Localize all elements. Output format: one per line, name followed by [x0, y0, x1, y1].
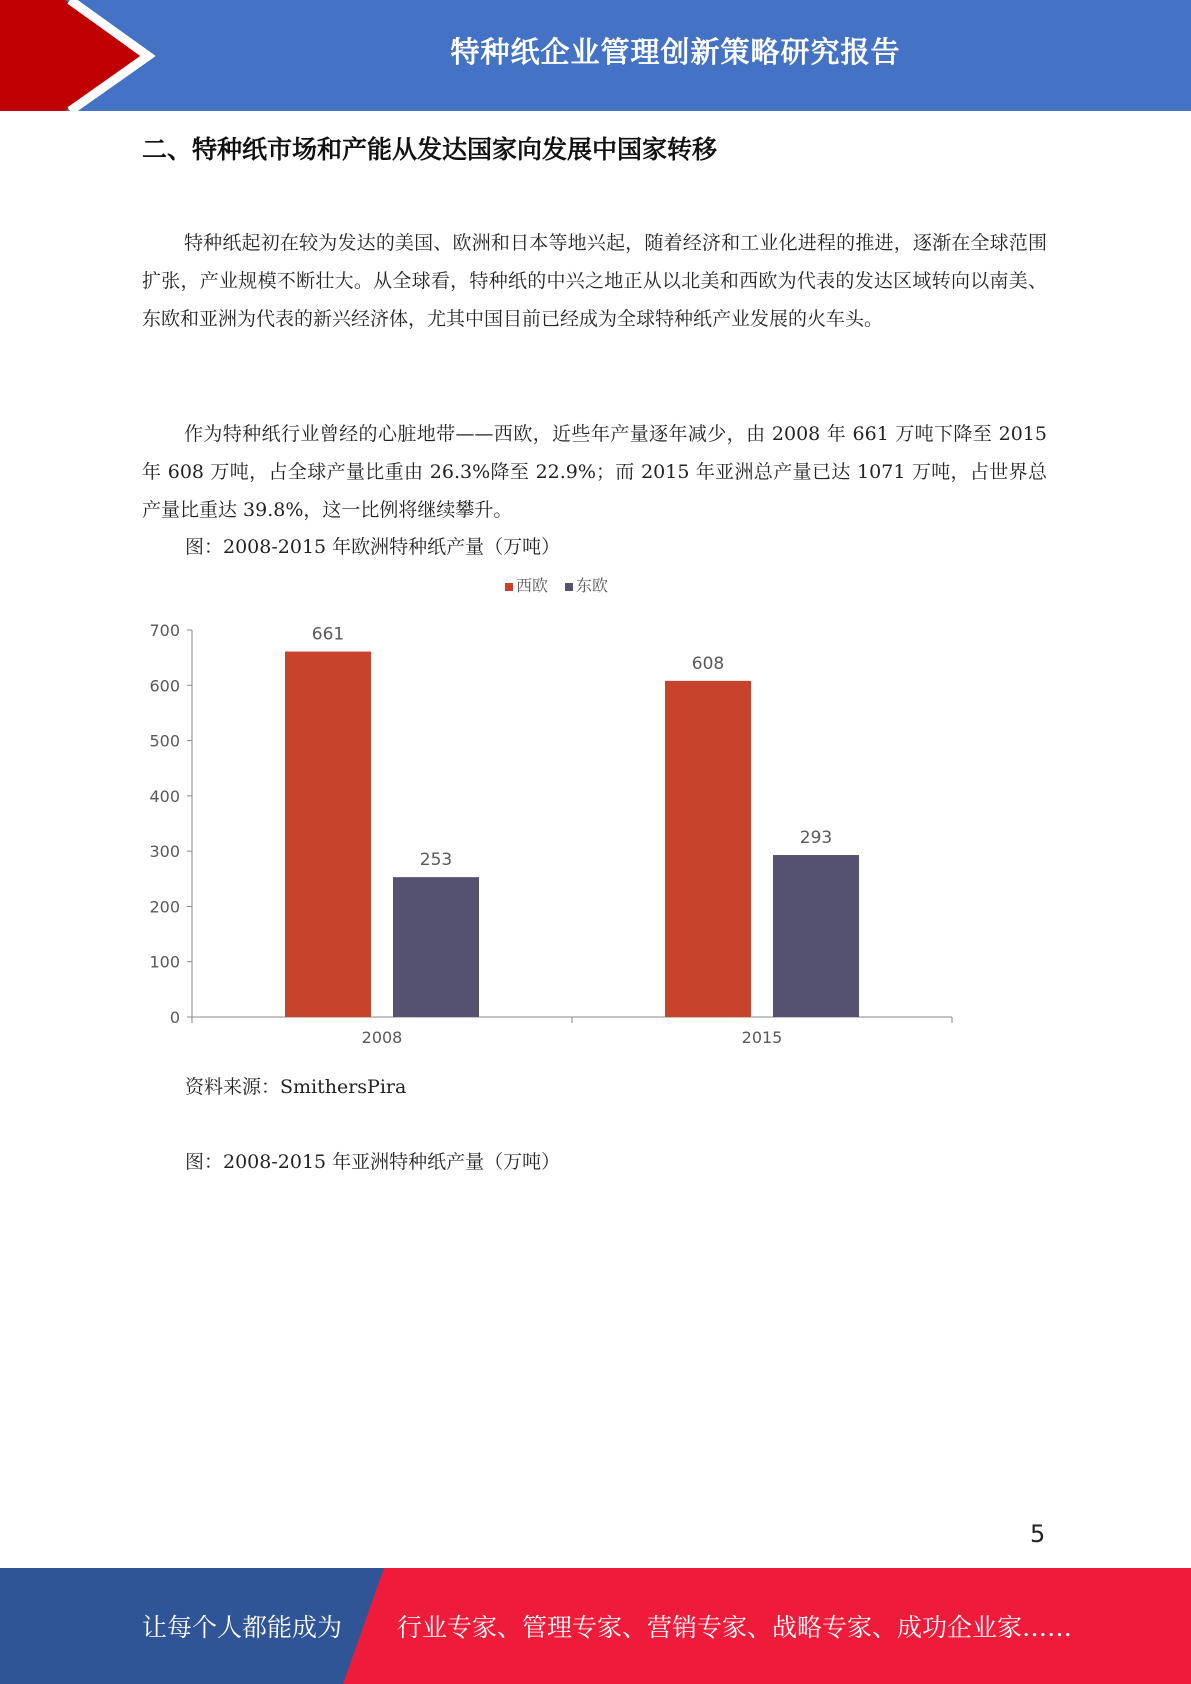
bar-西欧-2008: [285, 652, 371, 1017]
data-label-东欧-2015: 293: [799, 828, 833, 849]
legend-label-西欧: 西欧: [516, 576, 549, 595]
x-tick-label-2008: 2008: [361, 1028, 403, 1047]
y-tick-label: 100: [149, 952, 180, 972]
figure-2-caption: 图：2008-2015 年亚洲特种纸产量（万吨）: [185, 1151, 561, 1173]
y-tick-label: 300: [149, 842, 180, 862]
y-tick-label: 500: [149, 731, 180, 751]
paragraph-1: 特种纸起初在较为发达的美国、欧洲和日本等地兴起，随着经济和工业化进程的推进，逐渐在全球范围扩张，产业规模不断壮大。从全球看，特种纸的中兴之地正从以北美和西欧为代表的发达区域转向以南美、东欧和亚洲为代表的新兴经济体，尤其中国目前已经成为全球特种纸产业发展的火车头。: [142, 232, 1047, 330]
y-tick-label: 700: [149, 621, 180, 640]
paragraph-2: 作为特种纸行业曾经的心脏地带——西欧，近些年产量逐年减少，由 2008 年 661 万吨下降至 2015 年 608 万吨，占全球产量比重由 26.3%降至 22.9%；而 2015 年亚洲总产量已达 1071 万吨，占世界总产量比重达 39.8%，这一比例将继续攀升。: [142, 423, 1047, 521]
bar-东欧-2015: [773, 855, 859, 1017]
page-header: [0, 0, 1191, 111]
y-tick-label: 600: [149, 676, 180, 696]
figure-1-caption: 图：2008-2015 年欧洲特种纸产量（万吨）: [185, 536, 561, 558]
page-footer: [0, 1568, 1191, 1684]
section-heading: 二、特种纸市场和产能从发达国家向发展中国家转移: [142, 135, 718, 164]
figure-1-source: 资料来源：SmithersPira: [185, 1076, 407, 1098]
page-number: 5: [1030, 1520, 1046, 1548]
y-tick-label: 200: [149, 897, 180, 917]
bar-东欧-2008: [393, 877, 479, 1017]
footer-slogan-left: 让每个人都能成为: [142, 1613, 343, 1642]
y-tick-label: 400: [149, 786, 180, 806]
data-label-东欧-2008: 253: [419, 850, 453, 871]
legend-swatch-西欧: [505, 583, 513, 591]
europe-production-bar-chart: [140, 570, 960, 1050]
x-tick-label-2015: 2015: [741, 1028, 783, 1047]
data-label-西欧-2008: 661: [311, 624, 345, 645]
y-tick-label: 0: [169, 1008, 180, 1027]
legend-swatch-东欧: [565, 583, 573, 591]
data-label-西欧-2015: 608: [691, 653, 725, 674]
footer-slogan-right: 行业专家、管理专家、营销专家、战略专家、成功企业家……: [397, 1613, 1073, 1642]
legend-label-东欧: 东欧: [576, 576, 609, 595]
report-title: 特种纸企业管理创新策略研究报告: [450, 34, 901, 69]
bar-西欧-2015: [665, 681, 751, 1017]
